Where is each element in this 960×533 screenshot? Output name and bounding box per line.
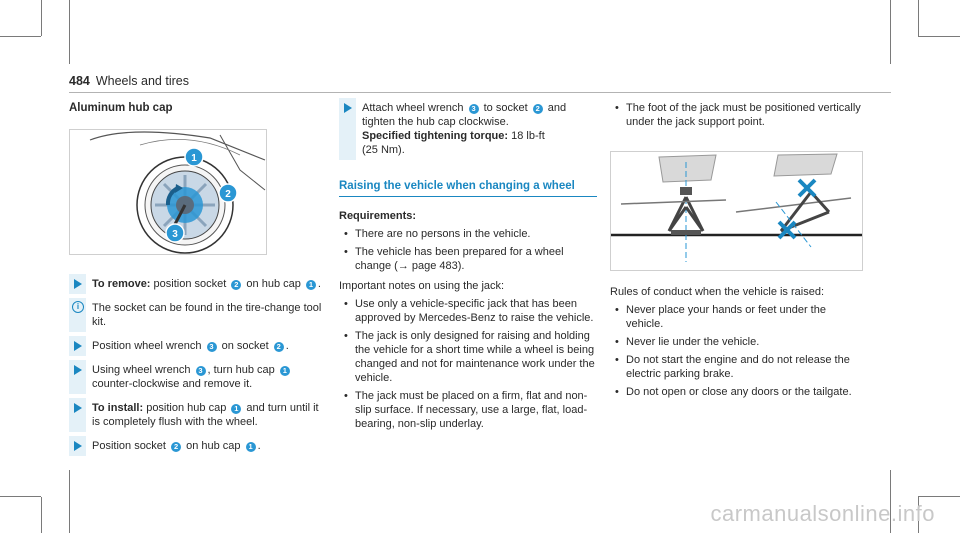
crop-mark <box>0 36 41 37</box>
info-icon: i <box>72 301 84 313</box>
badge-2: 2 <box>231 280 241 290</box>
step-text: Position socket <box>92 440 170 452</box>
step-label: To install: <box>92 402 144 414</box>
list-item: • The foot of the jack must be positioned vertically under the jack support point. <box>610 101 866 129</box>
step-arrow-icon <box>74 279 82 289</box>
list-item: • Never place your hands or feet under the vehicle. <box>610 303 866 331</box>
step-arrow-icon <box>74 341 82 351</box>
badge-2: 2 <box>171 442 181 452</box>
badge-1: 1 <box>280 366 290 376</box>
crop-mark <box>918 0 919 36</box>
section-title: Raising the vehicle when changing a wheel <box>339 179 597 197</box>
torque-value: 18 lb-ft <box>508 130 545 142</box>
step-label: To remove: <box>92 278 151 290</box>
torque-label: Specified tightening torque: <box>362 130 509 142</box>
column-right <box>610 101 866 403</box>
step-position-wrench <box>69 339 329 353</box>
step-text: on hub cap <box>183 440 244 452</box>
crop-mark <box>41 0 42 36</box>
list-item: • Never lie under the vehicle. <box>610 335 866 349</box>
crop-mark <box>890 0 891 64</box>
step-tighten <box>339 101 597 157</box>
step-text: . <box>285 340 289 352</box>
notes-intro: Important notes on using the jack: <box>339 280 505 292</box>
step-text: . <box>257 440 261 452</box>
step-text: counter-clockwise and remove it. <box>92 378 253 390</box>
step-arrow-icon <box>74 441 82 451</box>
jack-graphic <box>611 152 862 270</box>
watermark: carmanualsonline.info <box>710 501 935 526</box>
requirements-list <box>339 227 597 273</box>
hub-cap-illustration <box>69 129 267 255</box>
rules-list <box>610 303 866 399</box>
step-remove <box>69 277 329 291</box>
list-item <box>339 245 597 273</box>
list-item: • The jack is only designed for raising and holding the vehicle for a short time while a wheel is being changed and not for maintenance work under the vehicle. <box>339 329 597 385</box>
badge-3: 3 <box>196 366 206 376</box>
step-text: to socket <box>480 102 531 114</box>
step-text: position hub cap <box>143 402 230 414</box>
step-text: and turn until it is completely flush with the wheel. <box>92 402 319 428</box>
callout-3: 3 <box>172 229 178 240</box>
column-left <box>69 101 329 463</box>
jack-position-list <box>610 101 866 129</box>
requirements-label: Requirements: <box>339 210 417 222</box>
section-heading: Aluminum hub cap <box>69 102 173 114</box>
callout-1: 1 <box>191 153 197 164</box>
step-text: position socket <box>150 278 230 290</box>
badge-1: 1 <box>246 442 256 452</box>
badge-1: 1 <box>231 404 241 414</box>
step-text: Position wheel wrench <box>92 340 205 352</box>
header-rule <box>69 92 891 93</box>
jack-notes-list <box>339 297 597 431</box>
badge-2: 2 <box>533 104 543 114</box>
rules-intro: Rules of conduct when the vehicle is raised: <box>610 286 825 298</box>
badge-2: 2 <box>274 342 284 352</box>
step-text: Attach wheel wrench <box>362 102 467 114</box>
page-ref-link[interactable]: page 483). <box>408 260 465 272</box>
step-text: . <box>317 278 321 290</box>
step-text: Using wheel wrench <box>92 364 194 376</box>
badge-3: 3 <box>207 342 217 352</box>
crop-mark <box>69 470 70 533</box>
step-arrow-icon <box>74 365 82 375</box>
crop-mark <box>0 496 41 497</box>
list-item: • Do not start the engine and do not release the electric parking brake. <box>610 353 866 381</box>
step-arrow-icon <box>74 403 82 413</box>
list-item: • There are no persons in the vehicle. <box>339 227 597 241</box>
jack-illustration <box>610 151 863 271</box>
page-ref-arrow-icon: → <box>397 260 409 272</box>
step-text: on hub cap <box>243 278 304 290</box>
callout-2: 2 <box>225 189 231 200</box>
step-text: on socket <box>218 340 272 352</box>
list-item: • Use only a vehicle-specific jack that has been approved by Mercedes-Benz to raise the vehicle. <box>339 297 597 325</box>
step-position-socket <box>69 439 329 453</box>
step-arrow-icon <box>344 103 352 113</box>
list-item-text: The vehicle has been prepared for a wheel change ( <box>355 246 564 272</box>
crop-mark <box>69 0 70 64</box>
note-text: The socket can be found in the tire-change tool kit. <box>92 302 322 328</box>
crop-mark <box>41 497 42 533</box>
column-middle <box>339 101 597 435</box>
torque-value-metric: (25 Nm). <box>362 144 405 156</box>
list-item: • The jack must be placed on a firm, flat and non-slip surface. If necessary, use a large, flat, load-bearing, non-slip underlay. <box>339 389 597 431</box>
page-section-title: Wheels and tires <box>95 74 189 88</box>
step-text: , turn hub cap <box>207 364 278 376</box>
crop-mark <box>918 496 960 497</box>
step-text: and tighten the hub cap clockwise. <box>362 102 567 128</box>
info-note <box>69 301 329 329</box>
step-turn-cap <box>69 363 329 391</box>
list-item: • Do not open or close any doors or the tailgate. <box>610 385 866 399</box>
page-number: 484 <box>69 74 90 88</box>
badge-3: 3 <box>469 104 479 114</box>
step-install <box>69 401 329 429</box>
wheel-graphic <box>70 130 266 254</box>
page-header <box>69 74 189 88</box>
crop-mark <box>918 36 960 37</box>
badge-1: 1 <box>306 280 316 290</box>
